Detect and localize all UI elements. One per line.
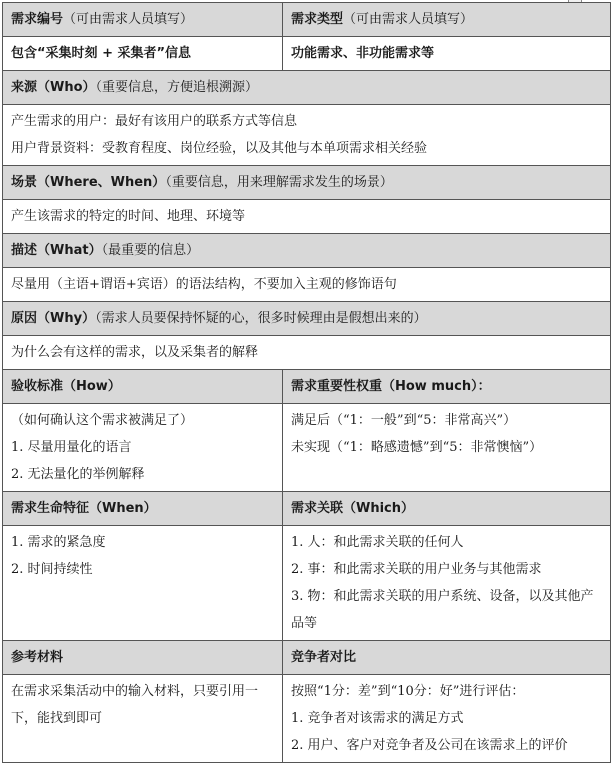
competitor-line: 1. 竞争者对该需求的满足方式 [291,711,464,726]
reference-header-row [3,641,611,675]
importance-body [283,404,611,492]
why-title: 原因（Why） [11,311,96,326]
scene-header-row [3,166,611,200]
lifecycle-title: 需求生命特征（When） [3,492,283,526]
who-header [3,71,611,105]
acceptance-title: 验收标准（How） [3,370,283,404]
req-id-note: （可由需求人员填写） [63,12,194,27]
scene-header [3,166,611,200]
acceptance-line: 2. 无法量化的举例解释 [11,467,145,482]
importance-line: 未实现（“1：略感遗憾”到“5：非常懊恼”） [291,440,543,455]
competitor-line: 按照“1分：差”到“10分：好”进行评估： [291,684,525,699]
acceptance-header-row [3,370,611,404]
what-header [3,234,611,268]
requirement-template-table [2,2,611,763]
relation-title: 需求关联（Which） [283,492,611,526]
who-body-row [3,105,611,166]
relation-line: 2. 事：和此需求关联的用户业务与其他需求 [291,562,542,577]
who-body [3,105,611,166]
acceptance-body-row [3,404,611,492]
who-note: （重要信息，方便追根溯源） [95,80,259,95]
competitor-body [283,675,611,763]
why-body-row [3,336,611,370]
why-header [3,302,611,336]
row-id-type-values [3,37,611,71]
relation-line: 1. 人：和此需求关联的任何人 [291,535,464,550]
importance-line: 满足后（“1：一般”到“5：非常高兴”） [291,413,517,428]
who-header-row [3,71,611,105]
who-line: 用户背景资料：受教育程度、岗位经验，以及其他与本单项需求相关经验 [11,141,428,156]
who-title: 来源（Who） [11,80,96,95]
lifecycle-line: 1. 需求的紧急度 [11,535,106,550]
scene-body: 产生该需求的特定的时间、地理、环境等 [3,200,611,234]
header-row-id-type [3,3,611,37]
lifecycle-body-row [3,526,611,641]
reference-body-row [3,675,611,763]
reference-body [3,675,283,763]
req-id-value: 包含“采集时刻 + 采集者”信息 [3,37,283,71]
what-body: 尽量用（主语+谓语+宾语）的语法结构，不要加入主观的修饰语句 [3,268,611,302]
what-title: 描述（What） [11,243,102,258]
lifecycle-line: 2. 时间持续性 [11,562,93,577]
req-type-value: 功能需求、非功能需求等 [283,37,611,71]
acceptance-line: （如何确认这个需求被满足了） [11,413,194,428]
scene-title: 场景（Where、When） [11,175,166,190]
why-header-row [3,302,611,336]
req-id-label: 需求编号 [11,12,64,27]
scene-body-row [3,200,611,234]
req-id-header [3,3,283,37]
relation-body [283,526,611,641]
reference-title: 参考材料 [3,641,283,675]
req-type-note: （可由需求人员填写） [343,12,474,27]
req-type-label: 需求类型 [291,12,344,27]
acceptance-body [3,404,283,492]
reference-line: 在需求采集活动中的输入材料，只要引用一下，能找到即可 [11,684,259,726]
req-type-header [283,3,611,37]
importance-title: 需求重要性权重（How much）： [283,370,611,404]
lifecycle-header-row [3,492,611,526]
why-note: （需求人员要保持怀疑的心，很多时候理由是假想出来的） [95,311,427,326]
lifecycle-body [3,526,283,641]
why-body: 为什么会有这样的需求，以及采集者的解释 [3,336,611,370]
what-note: （最重要的信息） [101,243,200,258]
who-line: 产生需求的用户：最好有该用户的联系方式等信息 [11,114,298,129]
competitor-line: 2. 用户、客户对竞争者及公司在该需求上的评价 [291,738,568,753]
what-body-row [3,268,611,302]
relation-line: 3. 物：和此需求关联的用户系统、设备，以及其他产品等 [291,589,594,631]
scene-note: （重要信息，用来理解需求发生的场景） [165,175,393,190]
competitor-title: 竞争者对比 [283,641,611,675]
what-header-row [3,234,611,268]
acceptance-line: 1. 尽量用量化的语言 [11,440,132,455]
